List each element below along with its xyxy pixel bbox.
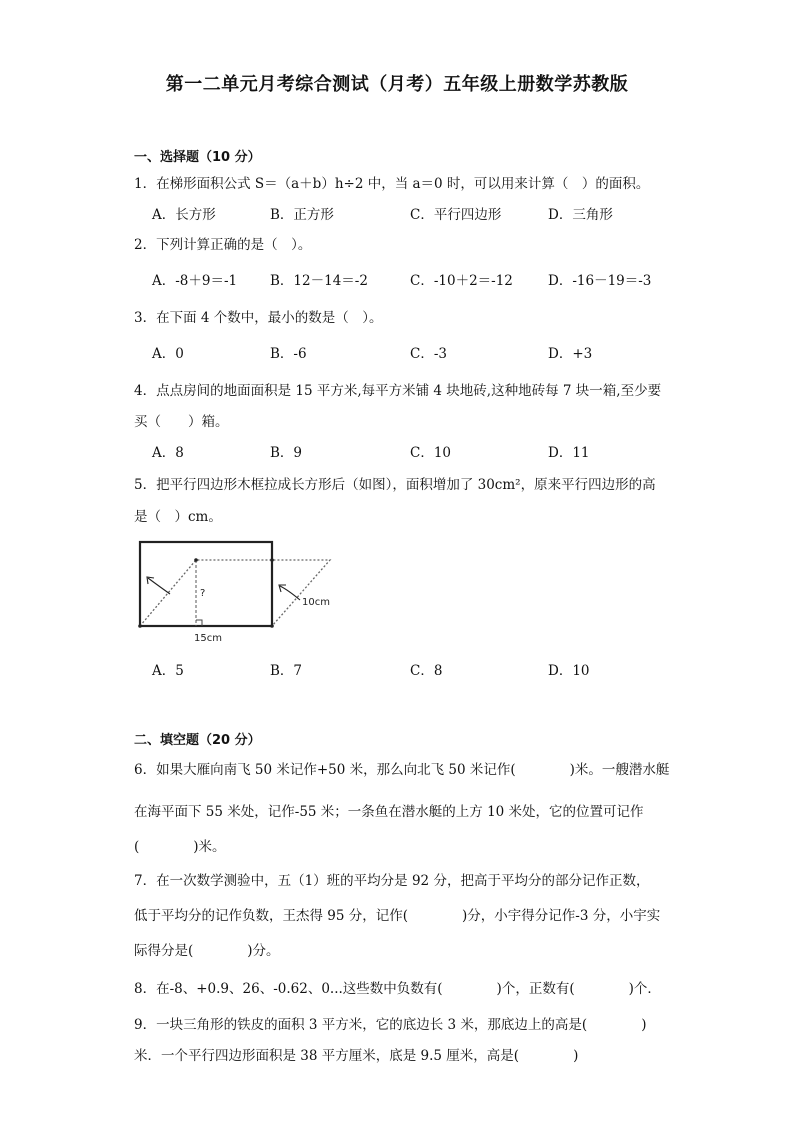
question-6-line-1: 6．如果大雁向南飞 50 米记作+50 米，那么向北飞 50 米记作( )米。一艘潜水艇 — [134, 762, 670, 778]
q1-option-d: D．三角形 — [548, 207, 613, 223]
question-3: 3．在下面 4 个数中，最小的数是（ ）。 — [134, 310, 383, 326]
question-9-line-2: 米．一个平行四边形面积是 38 平方厘米，底是 9.5 厘米，高是( ) — [134, 1048, 579, 1064]
q2-option-d: D．-16－19＝-3 — [548, 273, 652, 289]
question-7-line-1: 7．在一次数学测验中，五（1）班的平均分是 92 分，把高于平均分的部分记作正数， — [134, 873, 650, 889]
section-heading-fill-blank: 二、填空题（20 分） — [134, 733, 261, 748]
question-7-line-3: 际得分是( )分。 — [134, 943, 280, 959]
question-6-line-3: ( )米。 — [134, 839, 226, 855]
q4-option-a: A．8 — [152, 445, 184, 461]
question-7-line-2: 低于平均分的记作负数，王杰得 95 分，记作( )分，小宇得分记作-3 分，小宇实 — [134, 908, 661, 924]
question-9-line-1: 9．一块三角形的铁皮的面积 3 平方米，它的底边长 3 米，那底边上的高是( ) — [134, 1017, 647, 1033]
q3-option-a: A．0 — [152, 346, 184, 362]
q5-option-b: B．7 — [270, 663, 303, 679]
question-4-line-2: 买（ ）箱。 — [134, 414, 229, 430]
q3-option-b: B．-6 — [270, 346, 307, 362]
question-4-line-1: 4．点点房间的地面面积是 15 平方米,每平方米铺 4 块地砖,这种地砖每 7 块一箱,至少要 — [134, 383, 662, 399]
q4-option-c: C．10 — [410, 445, 452, 461]
q2-option-c: C．-10＋2＝-12 — [410, 273, 513, 289]
question-2: 2．下列计算正确的是（ ）。 — [134, 237, 312, 253]
q1-option-c: C．平行四边形 — [410, 207, 502, 223]
height-label: ? — [200, 588, 206, 599]
question-5-line-1: 5．把平行四边形木框拉成长方形后（如图），面积增加了 30cm²，原来平行四边形的高 — [134, 477, 656, 493]
question-1: 1．在梯形面积公式 S＝（a＋b）h÷2 中，当 a＝0 时，可以用来计算（ ）的面积。 — [134, 176, 650, 192]
question-6-line-2: 在海平面下 55 米处，记作-55 米；一条鱼在潜水艇的上方 10 米处，它的位置可记作 — [134, 804, 644, 820]
q4-option-b: B．9 — [270, 445, 303, 461]
q5-option-d: D．10 — [548, 663, 590, 679]
rectangle-frame — [140, 542, 272, 626]
q1-option-b: B．正方形 — [270, 207, 334, 223]
question-8: 8．在-8、+0.9、26、-0.62、0...这些数中负数有( )个，正数有( )个． — [134, 981, 661, 997]
q5-option-a: A．5 — [152, 663, 184, 679]
q2-option-a: A．-8＋9＝-1 — [152, 273, 238, 289]
arrow-left-2 — [280, 586, 300, 600]
section-heading-choice: 一、选择题（10 分） — [134, 150, 261, 165]
q2-option-b: B．12－14＝-2 — [270, 273, 368, 289]
base-label: 15cm — [194, 633, 222, 644]
page-title: 第一二单元月考综合测试（月考）五年级上册数学苏教版 — [165, 74, 629, 95]
q5-option-c: C．8 — [410, 663, 443, 679]
side-label: 10cm — [302, 597, 330, 608]
q1-option-a: A．长方形 — [152, 207, 216, 223]
question-5-line-2: 是（ ）cm。 — [134, 509, 222, 525]
q3-option-d: D．+3 — [548, 346, 593, 362]
parallelogram-rectangle-figure — [134, 534, 354, 646]
arrow-left-1 — [148, 578, 170, 594]
q4-option-d: D．11 — [548, 445, 590, 461]
q3-option-c: C．-3 — [410, 346, 447, 362]
